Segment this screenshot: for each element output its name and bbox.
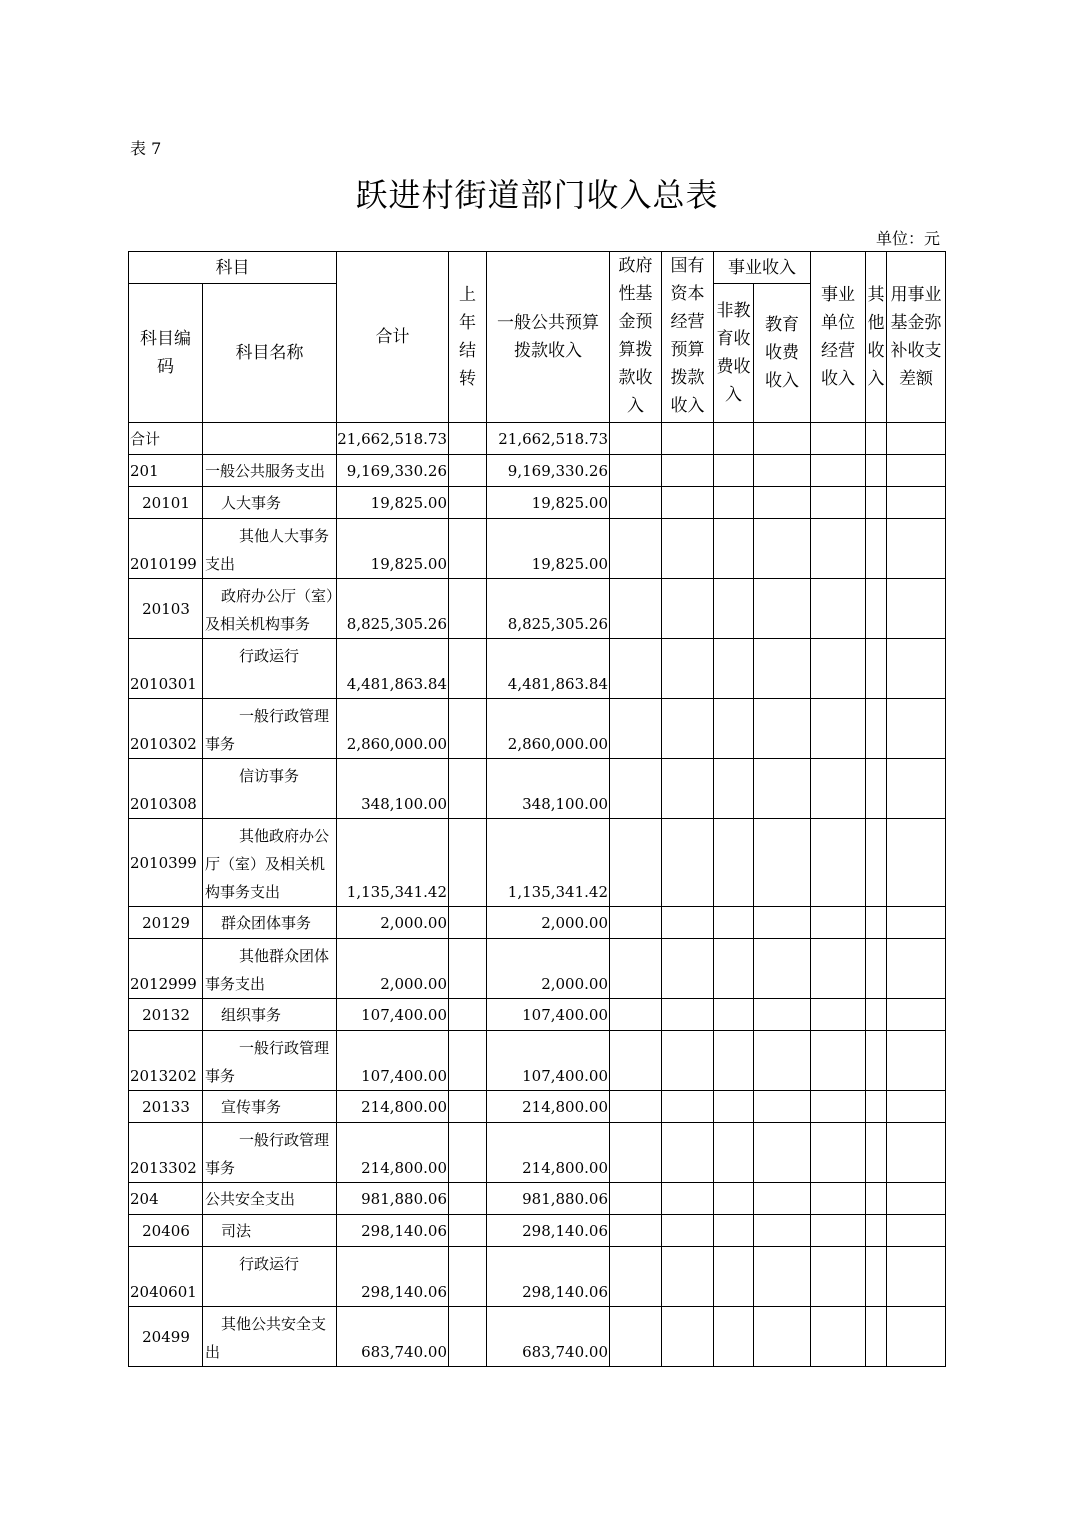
row-general: 1,135,341.42 bbox=[487, 819, 610, 907]
row-code: 20132 bbox=[129, 999, 203, 1031]
header-name: 科目名称 bbox=[203, 284, 337, 423]
row-general: 2,000.00 bbox=[487, 907, 610, 939]
page-title: 跃进村街道部门收入总表 bbox=[355, 176, 719, 214]
header-state-capital: 国有 资本 经营 预算 拨款 收入 bbox=[662, 252, 714, 423]
row-total: 19,825.00 bbox=[337, 487, 449, 519]
row-code: 20129 bbox=[129, 907, 203, 939]
row-total: 214,800.00 bbox=[337, 1091, 449, 1123]
row-code: 204 bbox=[129, 1183, 203, 1215]
row-general: 21,662,518.73 bbox=[487, 423, 610, 455]
row-total: 107,400.00 bbox=[337, 999, 449, 1031]
row-general: 9,169,330.26 bbox=[487, 455, 610, 487]
table-row bbox=[129, 1247, 946, 1307]
header-subject: 科目 bbox=[129, 252, 337, 284]
row-code: 20406 bbox=[129, 1215, 203, 1247]
row-name: 人大事务 bbox=[203, 487, 337, 519]
row-code: 2010399 bbox=[129, 819, 203, 907]
row-total: 298,140.06 bbox=[337, 1247, 449, 1307]
row-code: 20133 bbox=[129, 1091, 203, 1123]
row-total: 348,100.00 bbox=[337, 759, 449, 819]
row-general: 683,740.00 bbox=[487, 1307, 610, 1367]
row-general: 298,140.06 bbox=[487, 1215, 610, 1247]
row-name: 组织事务 bbox=[203, 999, 337, 1031]
table-row bbox=[129, 423, 946, 455]
table-row bbox=[129, 455, 946, 487]
header-code: 科目编 码 bbox=[129, 284, 203, 423]
row-code: 2010301 bbox=[129, 639, 203, 699]
row-total: 2,000.00 bbox=[337, 907, 449, 939]
row-name: 其他人大事务 支出 bbox=[203, 519, 337, 579]
header-total: 合计 bbox=[337, 252, 449, 423]
row-name: 一般公共服务支出 bbox=[203, 455, 337, 487]
row-general: 2,000.00 bbox=[487, 939, 610, 999]
income-summary-table bbox=[128, 251, 946, 1367]
table-row bbox=[129, 1091, 946, 1123]
row-general: 348,100.00 bbox=[487, 759, 610, 819]
row-name: 信访事务 bbox=[203, 759, 337, 819]
row-name bbox=[203, 423, 337, 455]
table-row bbox=[129, 1123, 946, 1183]
header-fund-balance: 用事业 基金弥 补收支 差额 bbox=[887, 252, 946, 423]
row-total: 19,825.00 bbox=[337, 519, 449, 579]
row-total: 981,880.06 bbox=[337, 1183, 449, 1215]
row-code: 20499 bbox=[129, 1307, 203, 1367]
row-total: 683,740.00 bbox=[337, 1307, 449, 1367]
header-gov-fund: 政府 性基 金预 算拨 款收 入 bbox=[610, 252, 662, 423]
row-name: 行政运行 bbox=[203, 639, 337, 699]
row-name: 政府办公厅（室） 及相关机构事务 bbox=[203, 579, 337, 639]
table-row bbox=[129, 939, 946, 999]
row-name: 一般行政管理 事务 bbox=[203, 699, 337, 759]
row-general: 214,800.00 bbox=[487, 1091, 610, 1123]
row-name: 司法 bbox=[203, 1215, 337, 1247]
row-code: 2013302 bbox=[129, 1123, 203, 1183]
row-name: 群众团体事务 bbox=[203, 907, 337, 939]
table-row bbox=[129, 487, 946, 519]
header-unit-operating: 事业 单位 经营 收入 bbox=[811, 252, 866, 423]
row-total: 2,000.00 bbox=[337, 939, 449, 999]
row-code: 2010302 bbox=[129, 699, 203, 759]
row-name: 宣传事务 bbox=[203, 1091, 337, 1123]
header-general-budget: 一般公共预算 拨款收入 bbox=[487, 252, 610, 423]
row-total: 214,800.00 bbox=[337, 1123, 449, 1183]
row-general: 19,825.00 bbox=[487, 487, 610, 519]
row-total: 107,400.00 bbox=[337, 1031, 449, 1091]
row-name: 其他公共安全支 出 bbox=[203, 1307, 337, 1367]
row-total: 21,662,518.73 bbox=[337, 423, 449, 455]
row-code: 20101 bbox=[129, 487, 203, 519]
row-general: 2,860,000.00 bbox=[487, 699, 610, 759]
table-row bbox=[129, 1031, 946, 1091]
row-name: 其他政府办公 厅（室）及相关机 构事务支出 bbox=[203, 819, 337, 907]
header-other-income: 其 他 收 入 bbox=[866, 252, 887, 423]
table-row bbox=[129, 699, 946, 759]
row-general: 107,400.00 bbox=[487, 1031, 610, 1091]
row-total: 8,825,305.26 bbox=[337, 579, 449, 639]
table-row bbox=[129, 1183, 946, 1215]
row-name: 公共安全支出 bbox=[203, 1183, 337, 1215]
row-code: 201 bbox=[129, 455, 203, 487]
row-code: 2040601 bbox=[129, 1247, 203, 1307]
table-row bbox=[129, 907, 946, 939]
row-name: 一般行政管理 事务 bbox=[203, 1123, 337, 1183]
table-row bbox=[129, 519, 946, 579]
row-total: 9,169,330.26 bbox=[337, 455, 449, 487]
row-total: 4,481,863.84 bbox=[337, 639, 449, 699]
table-row bbox=[129, 999, 946, 1031]
row-general: 214,800.00 bbox=[487, 1123, 610, 1183]
row-code: 20103 bbox=[129, 579, 203, 639]
row-code: 2010199 bbox=[129, 519, 203, 579]
table-row bbox=[129, 579, 946, 639]
row-code: 2012999 bbox=[129, 939, 203, 999]
row-general: 298,140.06 bbox=[487, 1247, 610, 1307]
unit-label: 单位：元 bbox=[875, 229, 940, 248]
row-general: 4,481,863.84 bbox=[487, 639, 610, 699]
table-row bbox=[129, 1307, 946, 1367]
row-general: 8,825,305.26 bbox=[487, 579, 610, 639]
header-business-income: 事业收入 bbox=[714, 252, 811, 284]
row-code: 2010308 bbox=[129, 759, 203, 819]
row-code: 合计 bbox=[129, 423, 203, 455]
header-non-edu-fee: 非教 育收 费收 入 bbox=[714, 284, 754, 423]
row-name: 其他群众团体 事务支出 bbox=[203, 939, 337, 999]
header-carryover: 上 年 结 转 bbox=[449, 252, 487, 423]
row-total: 2,860,000.00 bbox=[337, 699, 449, 759]
row-code: 2013202 bbox=[129, 1031, 203, 1091]
table-row bbox=[129, 639, 946, 699]
table-row bbox=[129, 759, 946, 819]
row-general: 107,400.00 bbox=[487, 999, 610, 1031]
row-general: 981,880.06 bbox=[487, 1183, 610, 1215]
row-total: 298,140.06 bbox=[337, 1215, 449, 1247]
row-general: 19,825.00 bbox=[487, 519, 610, 579]
row-name: 行政运行 bbox=[203, 1247, 337, 1307]
header-edu-fee: 教育 收费 收入 bbox=[754, 284, 811, 423]
table-row bbox=[129, 1215, 946, 1247]
table-row bbox=[129, 819, 946, 907]
row-total: 1,135,341.42 bbox=[337, 819, 449, 907]
row-name: 一般行政管理 事务 bbox=[203, 1031, 337, 1091]
table-label: 表 7 bbox=[130, 139, 162, 158]
